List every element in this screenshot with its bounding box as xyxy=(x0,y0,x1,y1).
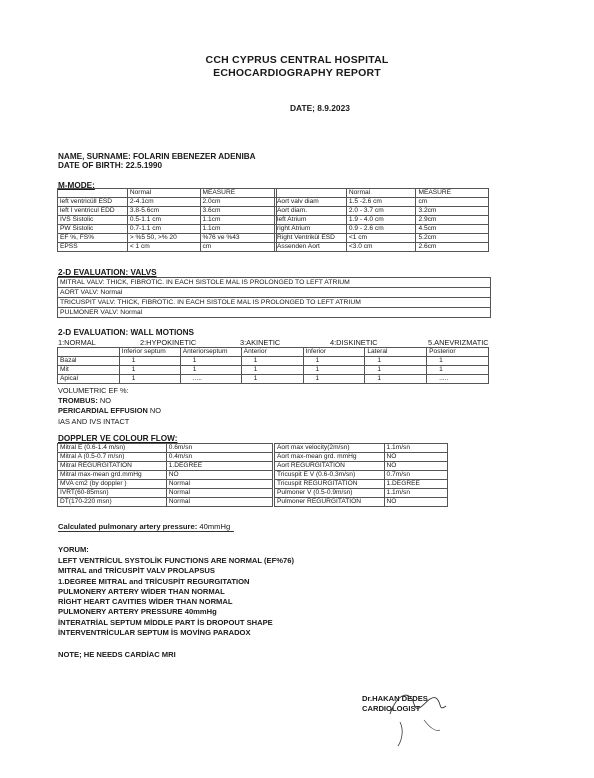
yorum-item: MITRAL and TRİCUSPİT VALV PROLAPSUS xyxy=(58,566,215,576)
table-row xyxy=(58,216,277,225)
table-cell xyxy=(275,189,347,198)
table-cell xyxy=(58,189,128,198)
table-cell: Pulmoner V (0.5-0.9m/sn) xyxy=(275,489,385,498)
table-cell: 0.6m/sn xyxy=(166,444,272,453)
table-cell: cm xyxy=(416,198,489,207)
effusion-value: NO xyxy=(147,406,161,415)
table-cell: 1 xyxy=(427,357,489,366)
table-cell: <3.0 cm xyxy=(346,243,416,252)
table-cell: 1 xyxy=(119,375,180,384)
table-cell: 1.DEGREE xyxy=(384,480,447,489)
table-cell: 1 xyxy=(241,357,303,366)
doppler-table-right xyxy=(274,443,448,507)
table-cell: Mitral A (0.5-0.7 m/sn) xyxy=(58,453,167,462)
table-cell: EF %, FS% xyxy=(58,234,128,243)
table-row xyxy=(275,189,489,198)
effusion-label: PERICARDIAL EFFUSION xyxy=(58,406,148,415)
table-header: Posterior xyxy=(427,348,489,357)
table-cell: <1 cm xyxy=(346,234,416,243)
table-cell: 2.9cm xyxy=(416,216,489,225)
table-cell: DT(170-220 msn) xyxy=(58,498,167,507)
table-row xyxy=(275,207,489,216)
table-header: Lateral xyxy=(365,348,427,357)
table-row xyxy=(58,207,277,216)
wall-legend-hypokinetic: 2:HYPOKINETIC xyxy=(140,338,197,347)
table-cell: Aort REGURGITATION xyxy=(275,462,385,471)
table-cell: 1 xyxy=(180,366,241,375)
table-row xyxy=(275,489,448,498)
table-cell: Apical xyxy=(58,375,120,384)
table-cell: Aort valv diam xyxy=(275,198,347,207)
table-cell: Aort diam. xyxy=(275,207,347,216)
table-cell: MEASURE xyxy=(200,189,277,198)
valvs-heading: 2-D EVALUATION: VALVS xyxy=(58,268,157,277)
table-cell: %76 ve %43 xyxy=(200,234,277,243)
table-row xyxy=(275,225,489,234)
table-cell: Mitral E (0.6-1.4 m/sn) xyxy=(58,444,167,453)
table-cell: IVRT(60-85msn) xyxy=(58,489,167,498)
table-row xyxy=(58,198,277,207)
table-row xyxy=(58,480,273,489)
wall-motion-table xyxy=(57,347,489,384)
table-cell: 1 xyxy=(427,366,489,375)
wall-legend-akinetic: 3:AKINETIC xyxy=(240,338,281,347)
table-row xyxy=(58,366,489,375)
table-row xyxy=(58,444,273,453)
table-row xyxy=(58,234,277,243)
yorum-item: İNTERATRİAL SEPTUM MİDDLE PART İS DROPOUT SHAPE xyxy=(58,617,273,627)
table-header: Inferior xyxy=(303,348,365,357)
signature-scribble-icon xyxy=(380,684,460,754)
table-cell: Normal xyxy=(166,498,272,507)
table-cell: 1.DEGREE xyxy=(166,462,272,471)
mmode-table-left xyxy=(57,188,277,252)
yorum-item: İNTERVENTRİCULAR SEPTUM İS MOVİNG PARADOX xyxy=(58,628,251,638)
table-cell: Mitral REGURGITATION xyxy=(58,462,167,471)
table-row xyxy=(275,243,489,252)
table-row xyxy=(275,471,448,480)
table-cell: 0.5-1.1 cm xyxy=(127,216,200,225)
table-cell: 1.1cm xyxy=(200,216,277,225)
table-cell: MVA cm2 (by doppler ) xyxy=(58,480,167,489)
wall-heading: 2-D EVALUATION: WALL MOTIONS xyxy=(58,328,194,337)
wall-legend-diskinetic: 4:DISKINETIC xyxy=(330,338,378,347)
table-cell: 3.8-5.6cm xyxy=(127,207,200,216)
doctor-title: CARDIOLOGIST xyxy=(362,704,421,713)
table-row xyxy=(275,498,448,507)
report-date: DATE; 8.9.2023 xyxy=(290,103,350,113)
table-cell: 3.2cm xyxy=(416,207,489,216)
wall-legend-normal: 1:NORMAL xyxy=(58,338,96,347)
table-row xyxy=(58,189,277,198)
hospital-name: CCH CYPRUS CENTRAL HOSPITAL xyxy=(205,54,389,66)
report-title: ECHOCARDIOGRAPHY REPORT xyxy=(213,67,381,79)
trombus-line xyxy=(58,396,111,405)
table-cell: right Atrium xyxy=(275,225,347,234)
pulmoner-valv-row: PULMONER VALV: Normal xyxy=(60,309,143,316)
doppler-table-left xyxy=(57,443,273,507)
table-cell: 4.5cm xyxy=(416,225,489,234)
table-cell: Mitral max-mean grd.mmHg xyxy=(58,471,167,480)
table-row xyxy=(58,357,489,366)
table-cell: 1 xyxy=(241,375,303,384)
table-cell: Tricuspit REGURGITATION xyxy=(275,480,385,489)
yorum-list xyxy=(58,556,294,638)
table-cell: 1.9 - 4.0 cm xyxy=(346,216,416,225)
table-cell: 1 xyxy=(365,375,427,384)
table-cell: left Atrium xyxy=(275,216,347,225)
table-cell: 1 xyxy=(365,357,427,366)
table-cell: NO xyxy=(384,462,447,471)
table-row xyxy=(275,444,448,453)
table-cell: 1 xyxy=(241,366,303,375)
doppler-heading: DOPPLER VE COLOUR FLOW: xyxy=(58,434,178,443)
yorum-item: PULMONERY ARTERY WİDER THAN NORMAL xyxy=(58,586,225,596)
yorum-heading: YORUM: xyxy=(58,545,89,554)
table-cell: Normal xyxy=(346,189,416,198)
table-cell: Bazal xyxy=(58,357,120,366)
table-row xyxy=(275,480,448,489)
table-cell: Normal xyxy=(166,480,272,489)
patient-dob: DATE OF BIRTH: 22.5.1990 xyxy=(58,161,163,170)
table-cell: 1 xyxy=(303,357,365,366)
table-row xyxy=(58,243,277,252)
wall-legend-anevrizmatic: 5.ANEVRIZMATIC xyxy=(428,338,489,347)
table-cell: 2.6cm xyxy=(416,243,489,252)
table-row xyxy=(58,348,489,357)
pulmonary-pressure-line xyxy=(58,522,234,532)
table-cell: 0.4m/sn xyxy=(166,453,272,462)
valvs-box xyxy=(57,277,491,318)
table-cell: Assenden Aort xyxy=(275,243,347,252)
table-cell: 5.2cm xyxy=(416,234,489,243)
table-header xyxy=(58,348,120,357)
yorum-item: LEFT VENTRİCUL SYSTOLİK FUNCTIONS ARE NORMAL (EF%76) xyxy=(58,556,294,565)
table-cell: < 1 cm xyxy=(127,243,200,252)
table-cell: Aort max velocity(2m/sn) xyxy=(275,444,385,453)
table-cell: left ventricüll ESD xyxy=(58,198,128,207)
table-cell: 1 xyxy=(180,357,241,366)
table-row xyxy=(275,198,489,207)
trombus-label: TROMBUS: xyxy=(58,396,98,405)
table-cell: 0.7-1.1 cm xyxy=(127,225,200,234)
table-row xyxy=(275,234,489,243)
table-cell: 1 xyxy=(119,357,180,366)
pulmonary-pressure-label: Calculated pulmonary artery pressure: xyxy=(58,522,198,531)
mmode-heading: M-MODE: xyxy=(58,181,95,190)
table-cell: MEASURE xyxy=(416,189,489,198)
table-cell: Pulmoner REGURGITATION xyxy=(275,498,385,507)
table-row xyxy=(58,462,273,471)
table-header: Anterior xyxy=(241,348,303,357)
ias-ivs: IAS AND IVS INTACT xyxy=(58,417,130,426)
table-cell: 1 xyxy=(365,366,427,375)
table-row xyxy=(58,471,273,480)
table-cell: 2.0cm xyxy=(200,198,277,207)
table-cell: 1 xyxy=(303,366,365,375)
table-row xyxy=(58,489,273,498)
mmode-table-right xyxy=(274,188,489,252)
table-cell: EPSS xyxy=(58,243,128,252)
pulmonary-pressure-value: 40mmHg xyxy=(199,522,231,531)
table-row xyxy=(275,462,448,471)
trombus-value: NO xyxy=(97,396,111,405)
table-row xyxy=(58,498,273,507)
table-cell: Aort max-mean grd. mmHg xyxy=(275,453,385,462)
table-header: Inferior septum xyxy=(119,348,180,357)
table-cell: 1 xyxy=(119,366,180,375)
table-cell: > %5 50, >% 20 xyxy=(127,234,200,243)
table-cell: left I ventricul EDD xyxy=(58,207,128,216)
table-cell: 2-4.1cm xyxy=(127,198,200,207)
effusion-line xyxy=(58,406,161,415)
doctor-name: Dr.HAKAN DEDES xyxy=(362,694,428,703)
table-cell: Normal xyxy=(127,189,200,198)
yorum-item: 1.DEGREE MITRAL and TRİCUSPİT REGURGITATION xyxy=(58,576,250,586)
table-cell: 1.5 -2.6 cm xyxy=(346,198,416,207)
table-header: Anteriorseptum xyxy=(180,348,241,357)
table-row xyxy=(275,453,448,462)
table-cell: ..... xyxy=(180,375,241,384)
table-cell: Normal xyxy=(166,489,272,498)
table-cell: 1.1m/sn xyxy=(384,489,447,498)
yorum-item: RİGHT HEART CAVITIES WİDER THAN NORMAL xyxy=(58,597,233,607)
table-cell: 0.9 - 2.6 cm xyxy=(346,225,416,234)
table-row xyxy=(275,216,489,225)
table-cell: Mit xyxy=(58,366,120,375)
table-cell: NO xyxy=(384,498,447,507)
table-cell: NO xyxy=(384,453,447,462)
table-row xyxy=(58,225,277,234)
table-cell: 3.6cm xyxy=(200,207,277,216)
table-cell: 1 xyxy=(303,375,365,384)
yorum-item: PULMONERY ARTERY PRESSURE 40mmHg xyxy=(58,607,217,617)
note: NOTE; HE NEEDS CARDİAC MRI xyxy=(58,650,176,659)
patient-name: NAME, SURNAME: FOLARIN EBENEZER ADENIBA xyxy=(58,152,256,161)
table-cell: 2.0 - 3.7 cm xyxy=(346,207,416,216)
aort-valv-row: AORT VALV: Normal xyxy=(58,288,490,298)
table-cell: 1.1cm xyxy=(200,225,277,234)
table-row xyxy=(58,375,489,384)
table-cell: Tricuspit E V (0.6-0.3m/sn) xyxy=(275,471,385,480)
table-cell: PW Sistolic xyxy=(58,225,128,234)
table-row xyxy=(58,453,273,462)
table-cell: NO xyxy=(166,471,272,480)
table-cell: 1.1m/sn xyxy=(384,444,447,453)
mitral-valv-row: MITRAL VALV: THICK, FIBROTIC. IN EACH SISTOLE MAL IS PROLONGED TO LEFT ATRIUM xyxy=(58,278,490,288)
tricuspit-valv-row: TRICUSPIT VALV: THICK, FIBROTIC. IN EACH SISTOLE MAL IS PROLONGED TO LEFT ATRIUM xyxy=(58,298,490,308)
table-cell: Right Ventrikül ESD xyxy=(275,234,347,243)
table-cell: cm xyxy=(200,243,277,252)
table-cell: ..... xyxy=(427,375,489,384)
volumetric-ef: VOLUMETRIC EF %: xyxy=(58,386,129,395)
table-cell: 0.7m/sn xyxy=(384,471,447,480)
table-cell: IVS Sistolic xyxy=(58,216,128,225)
